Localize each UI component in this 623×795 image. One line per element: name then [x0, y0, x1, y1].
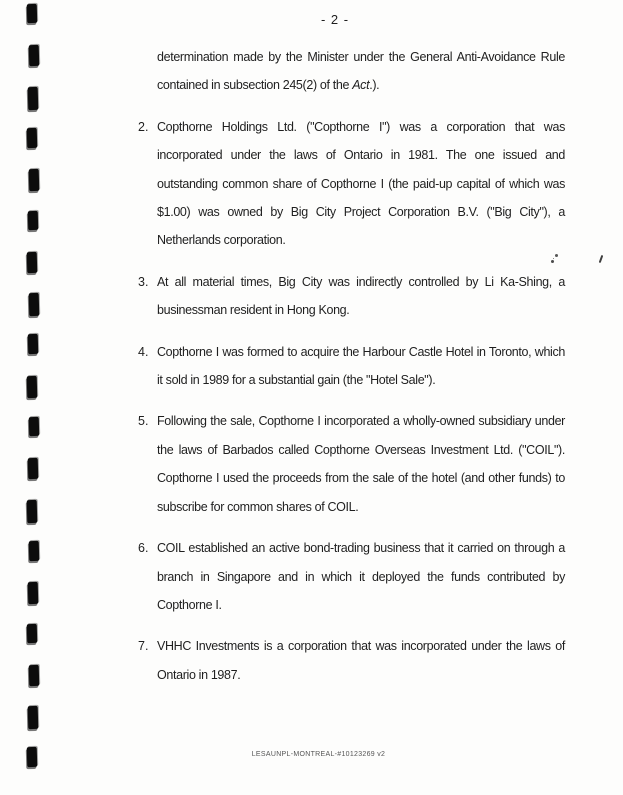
paragraph-continuation	[138, 43, 565, 100]
binding-hole-mark	[29, 45, 40, 66]
binding-marks	[27, 0, 41, 795]
binding-hole-mark	[29, 541, 40, 561]
numbered-paragraph-2	[138, 113, 565, 255]
binding-hole-mark	[29, 665, 40, 686]
paragraph-number: 6.	[138, 541, 149, 556]
numbered-paragraph-7	[138, 632, 565, 689]
footer-document-id: LESAUNPL-MONTREAL-#10123269 v2	[251, 751, 386, 758]
binding-hole-mark	[28, 582, 39, 604]
numbered-paragraph-4	[138, 338, 565, 395]
paragraph-text: At all material times, Big City was indirectly controlled by Li Ka-Shing, a businessman resident in Hong Kong.	[157, 274, 565, 318]
paragraph-number: 7.	[138, 639, 149, 654]
paragraph-number: 4.	[138, 344, 149, 359]
paragraph-text: .).	[369, 78, 380, 93]
numbered-paragraph-5	[138, 407, 565, 521]
binding-hole-mark	[28, 210, 38, 229]
binding-hole-mark	[28, 86, 39, 109]
scan-artifact	[599, 255, 604, 263]
binding-hole-mark	[27, 252, 38, 273]
paragraph-text: Copthorne Holdings Ltd. ("Copthorne I") was a corporation that was incorporated under the laws of Ontario in 1981. The one issued and outstanding common share of Copthorne I (the paid-up capital of which was $1.00) was owned by Big City Project Corporation B.V. ("Big City"), a Netherlands corporation.	[157, 119, 565, 248]
paragraph-text: determination made by the Minister under the General Anti-Avoidance Rule contained in subsection 245(2) of the	[157, 50, 565, 93]
binding-hole-mark	[28, 334, 39, 354]
paragraph-number: 2.	[138, 119, 149, 134]
paragraph-text: Copthorne I was formed to acquire the Harbour Castle Hotel in Toronto, which it sold in 1989 for a substantial gain (the "Hotel Sale").	[157, 344, 565, 388]
binding-hole-mark	[28, 458, 39, 479]
binding-hole-mark	[29, 417, 39, 436]
numbered-paragraph-6	[138, 534, 565, 619]
binding-hole-mark	[27, 499, 38, 522]
document-body	[138, 43, 565, 702]
paragraph-text: Following the sale, Copthorne I incorporated a wholly-owned subsidiary under the laws of Barbados called Copthorne Overseas Investment Ltd. ("COIL"). Copthorne I used the proceeds from the sale of the hotel (and other funds) to subscribe for common shares of COIL.	[157, 414, 565, 514]
paragraph-text: COIL established an active bond-trading business that it carried on through a branch in Singapore and in which it deployed the funds contributed by Copthorne I.	[157, 541, 565, 612]
paragraph-number: 5.	[138, 414, 149, 429]
binding-hole-mark	[27, 376, 38, 398]
binding-hole-mark	[29, 293, 40, 316]
paragraph-number: 3.	[138, 274, 149, 289]
numbered-paragraph-3	[138, 268, 565, 325]
binding-hole-mark	[27, 4, 37, 23]
binding-hole-mark	[27, 623, 37, 642]
scan-artifact	[551, 260, 554, 263]
paragraph-text: VHHC Investments is a corporation that was incorporated under the laws of Ontario in 1987.	[157, 639, 565, 682]
page-number: - 2 -	[320, 12, 350, 27]
italic-act-citation: Act	[352, 78, 370, 93]
binding-hole-mark	[29, 169, 40, 191]
binding-hole-mark	[28, 706, 39, 729]
binding-hole-mark	[27, 128, 38, 148]
